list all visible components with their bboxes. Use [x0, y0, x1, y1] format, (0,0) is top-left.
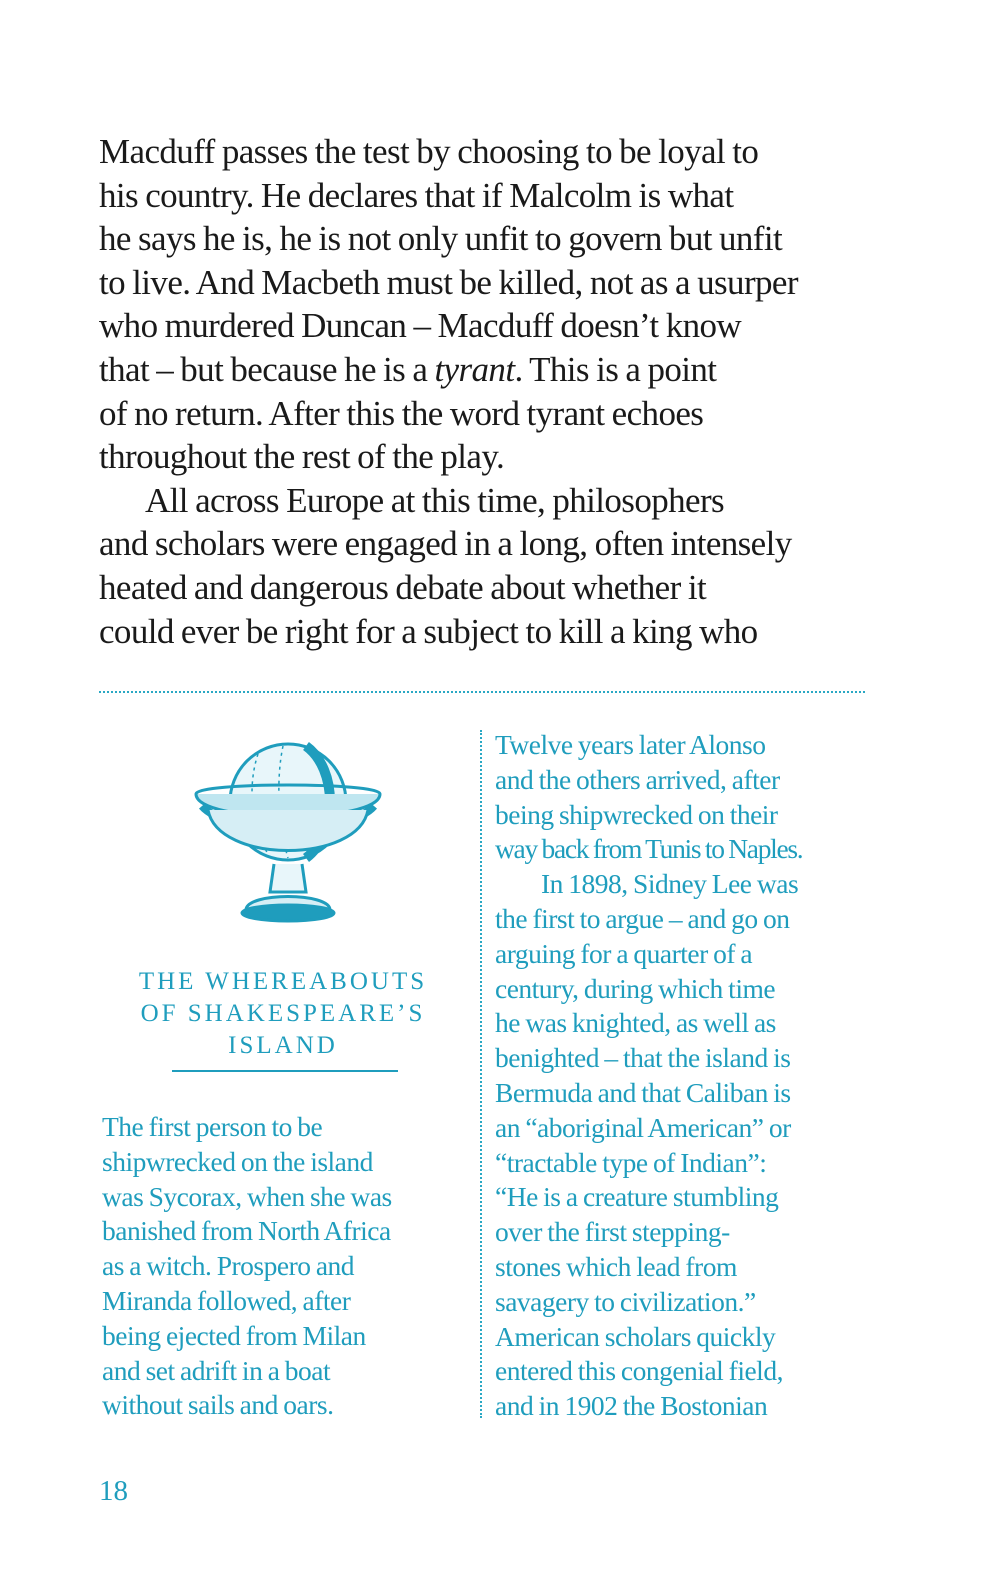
sidebar-text-line: stones which lead from	[495, 1250, 737, 1282]
sidebar-text-line: and set adrift in a boat	[102, 1354, 331, 1386]
sidebar-text-line: savagery to civilization.”	[495, 1285, 756, 1317]
sidebar-text-line: Twelve years later Alonso	[495, 729, 766, 760]
sidebar-text-line-paragraph-start: In 1898, Sidney Lee was	[541, 868, 799, 900]
sidebar-text-line: over the first stepping-	[495, 1216, 730, 1248]
page-number: 18	[99, 1475, 128, 1507]
sidebar-text-line: American scholars quickly	[495, 1320, 776, 1352]
sidebar-text-line: banished from North Africa	[102, 1215, 391, 1247]
main-text-line: who murdered Duncan – Macduff doesn’t know	[99, 306, 742, 346]
sidebar-text-line: was Sycorax, when she was	[102, 1180, 392, 1212]
sidebar-text-line: an “aboriginal American” or	[495, 1111, 791, 1143]
main-text-line: heated and dangerous debate about whether it	[99, 567, 707, 607]
globe-illustration-icon	[188, 724, 388, 928]
sidebar-text-line: without sails and oars.	[102, 1389, 334, 1421]
sidebar-text-line: being shipwrecked on their	[495, 798, 778, 830]
sidebar-text-line: benighted – that the island is	[495, 1042, 791, 1074]
emphasized-word-tyrant: tyrant	[434, 349, 515, 389]
main-body-text	[99, 130, 879, 653]
main-text-segment: that – but because he is a	[99, 349, 428, 389]
sidebar-text-line: entered this congenial field,	[495, 1355, 783, 1387]
sidebar-text-line: and the others arrived, after	[495, 763, 780, 795]
main-text-line: could ever be right for a subject to kill a king who	[99, 611, 758, 651]
sidebar-text-line: arguing for a quarter of a	[495, 937, 753, 969]
sidebar-text-line: the first to argue – and go on	[495, 902, 790, 934]
main-text-line: he says he is, he is not only unfit to govern but unfit	[99, 219, 783, 259]
column-dotted-rule	[480, 730, 482, 1418]
main-text-line: his country. He declares that if Malcolm is what	[99, 175, 734, 215]
title-underline-rule	[172, 1070, 398, 1072]
main-text-line: throughout the rest of the play.	[99, 437, 505, 477]
main-text-line-with-emphasis	[99, 348, 879, 392]
sidebar-right-column	[495, 728, 875, 1424]
sidebar-text-line: shipwrecked on the island	[102, 1145, 373, 1177]
sidebar-text-line: way back from Tunis to Naples.	[495, 833, 803, 865]
sidebar-left-column	[102, 1110, 472, 1423]
sidebar-title	[103, 966, 463, 1062]
main-text-line-paragraph-start: All across Europe at this time, philosophers	[145, 480, 725, 520]
sidebar-title-line: THE WHEREABOUTS	[138, 968, 428, 995]
sidebar-text-line: “tractable type of Indian”:	[495, 1146, 767, 1178]
sidebar-title-line: ISLAND	[228, 1032, 338, 1059]
sidebar-text-line: as a witch. Prospero and	[102, 1250, 355, 1282]
sidebar-text-line: being ejected from Milan	[102, 1319, 366, 1351]
main-text-segment: . This is a point	[514, 349, 717, 389]
sidebar-text-line: The first person to be	[102, 1111, 323, 1142]
sidebar-text-line: century, during which time	[495, 972, 776, 1004]
sidebar-title-line: OF SHAKESPEARE’S	[140, 1000, 426, 1027]
main-text-line: Macduff passes the test by choosing to be loyal to	[99, 132, 759, 171]
sidebar-text-line: “He is a creature stumbling	[495, 1181, 779, 1213]
main-text-line: and scholars were engaged in a long, often intensely	[99, 524, 792, 564]
main-text-line: of no return. After this the word tyrant echoes	[99, 393, 704, 433]
main-text-line: to live. And Macbeth must be killed, not as a usurper	[99, 262, 798, 302]
dotted-divider	[99, 691, 865, 693]
sidebar-text-line: and in 1902 the Bostonian	[495, 1390, 768, 1422]
sidebar-text-line: he was knighted, as well as	[495, 1007, 776, 1039]
sidebar-text-line: Miranda followed, after	[102, 1284, 351, 1316]
sidebar-text-line: Bermuda and that Caliban is	[495, 1076, 791, 1108]
